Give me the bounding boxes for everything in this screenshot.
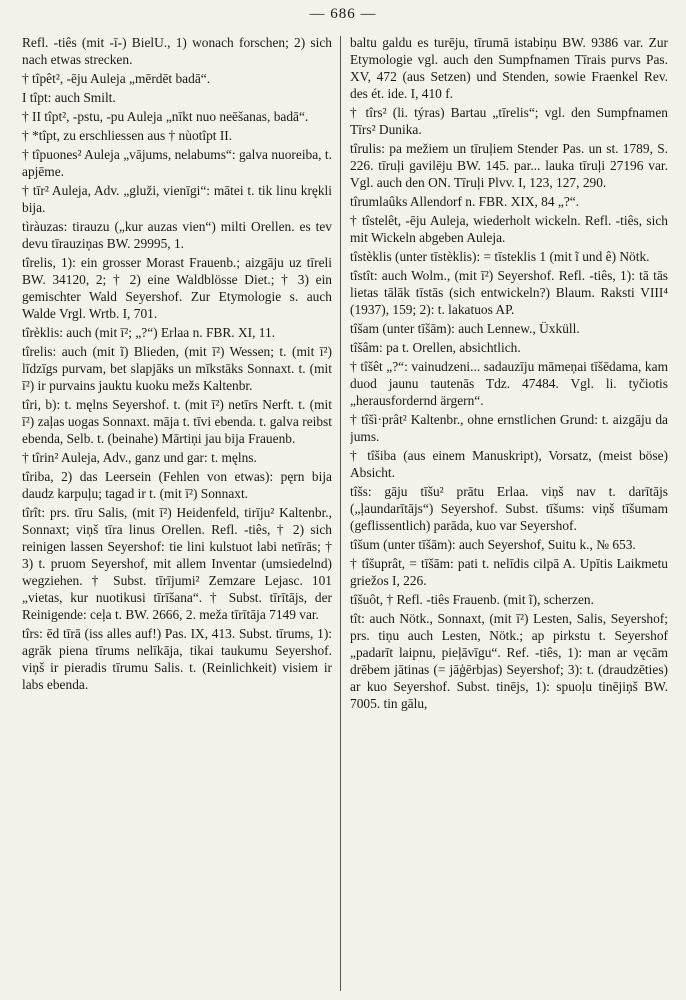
dictionary-entry: † tîšiba (aus einem Manuskript), Vorsatz, (meist böse) Absicht. <box>350 448 668 480</box>
left-column <box>22 34 332 994</box>
dictionary-entry: tìràuzas: tirauzu („kur auzas vien“) milti Orellen. es tev devu tīrauziņas BW. 29995, 1. <box>22 219 332 251</box>
dictionary-entry: † tîšuprât, = tīšām: pati t. nelīdis cilpā A. Upītis Laikmetu griežos I, 226. <box>350 556 668 588</box>
dictionary-entry: tîšuôt, † Refl. -tiês Frauenb. (mit ĩ), scherzen. <box>350 592 594 607</box>
dictionary-entry: † tîšì·prât² Kaltenbr., ohne ernstlichen Grund: t. aizgāju da jums. <box>350 412 668 444</box>
dictionary-entry: † tîšêt „?“: vainudzeni... sadauzīju māmeņai tīšēdama, kam duod jaunu tautenās Tdz. 47484. Vgl. li. tyčiotis „herausfordernd ärgern“. <box>350 359 668 408</box>
dictionary-entry: baltu galdu es turēju, tīrumā istabiņu BW. 9386 var. Zur Etymologie vgl. auch den Sumpfnamen Tīrais purvs Pas. XV, 472 (aus Setzen) und Stenden, sowie Fraenkel Rev. des ét. ide. I, 410 f. <box>350 35 668 101</box>
dictionary-entry: tîrulis: pa mežiem un tīruļiem Stender Pas. un st. 1789, S. 226. tīruļi gavilēju BW. 145. par... lauka tīruļi 27196 var. Vgl. auch den ON. Tīruļi Plvv. I, 123, 127, 290. <box>350 141 668 190</box>
dictionary-entry: † tîstelêt, -ēju Auleja, wiederholt wickeln. Refl. -tiês, sich mit Wickeln abgeben Auleja. <box>350 213 668 245</box>
dictionary-entry: tîšam (unter tīšām): auch Lennew., Üxküll. <box>350 321 580 336</box>
dictionary-entry: tîrît: prs. tīru Salis, (mit ī²) Heidenfeld, tirīju² Kaltenbr., Sonnaxt; viņš tīra linus Orellen. Refl. -tiês, † 2) sich reinigen lassen Seyershof: tie lini kulstuot labi netīrās; † 3) t. pruom Seyershof, mit allem Inventar (umsiedelnd) wegziehen. † Subst. tīrījumi² Zemzare Lejasc. 101 „vietas, kur nuotikusi tīrīšana“. † Subst. tīrītājs, der Reinigende: ceļa t. BW. 2666, 2. meža tīrītāja 7149 var. <box>22 505 332 622</box>
dictionary-entry: tîstèklis (unter tīstèklis): = tīsteklis 1 (mit ĩ und ê) Nötk. <box>350 249 650 264</box>
dictionary-entry: tît: auch Nötk., Sonnaxt, (mit ī²) Lesten, Salis, Seyershof; prs. tiņu auch Lesten, Nötk.; ap pirkstu t. Seyershof „padarīt laipnu, pieļāvīgu“. Ref. -tiês, 1): man ar vęcām drēbem jātinas (= jāģērbjas) Seyershof; 3): t. (draudzēties) ar kuo Seyershof. Subst. tinējs, 1): spuoļu tinējiņš BW. 7005. tin gālu, <box>350 611 668 711</box>
dictionary-entry: tîrumlaûks Allendorf n. FBR. XIX, 84 „?“. <box>350 194 580 209</box>
dictionary-entry: tîri, b): t. męlns Seyershof. t. (mit ī²) netīrs Nerft. t. (mit ī²) zaļas uogas Sonnaxt. māja t. tīvi ebenda. t. galva reibst ebenda, Selb. t. (beinahe) Mārtiņi jau bija Frauenb. <box>22 397 332 446</box>
dictionary-entry: † tîrin² Auleja, Adv., ganz und gar: t. męlns. <box>22 450 257 465</box>
dictionary-entry: I tîpt: auch Smilt. <box>22 90 116 105</box>
dictionary-entry: tîriba, 2) das Leersein (Fehlen von etwas): pęrn bija daudz karpuļu; tagad ir t. (mit ī²) Sonnaxt. <box>22 469 332 501</box>
dictionary-entry: tîrs: ēd tīrā (iss alles auf!) Pas. IX, 413. Subst. tīrums, 1): agrāk piena tīrums nelīkāja, tikai taukumu Seyershof. viņš ir pieradis tīrumu Salis. t. (Reinlichkeit) visiem ir labs ebenda. <box>22 626 332 692</box>
dictionary-entry: Refl. -tiês (mit -ī-) BielU., 1) wonach forschen; 2) sich nach etwas strecken. <box>22 35 332 67</box>
dictionary-entry: tîšum (unter tīšām): auch Seyershof, Suitu k., № 653. <box>350 537 636 552</box>
dictionary-entry: tîrelis: auch (mit ĩ) Blieden, (mit ī²) Wessen; t. (mit ī²) līdzīgs purvam, bet slapjāks un mīkstāks Sonnaxt. t. (mit ī²) ir purvains jauktu kuoku mežs Kaltenbr. <box>22 344 332 393</box>
dictionary-entry: † tîrs² (li. týras) Bartau „tīrelis“; vgl. den Sumpfnamen Tīrs² Dunika. <box>350 105 668 137</box>
dictionary-entry: tîrelis, 1): ein grosser Morast Frauenb.; aizgāju uz tīreli BW. 34120, 2; † 2) eine Waldblösse Diet.; † 3) ein gemischter Wald Seyershof. Zur Etymologie s. auch Walde Vrgl. Wrtb. I, 701. <box>22 255 332 321</box>
dictionary-entry: † tîpuones² Auleja „vājums, nelabums“: galva nuoreiba, t. apjēme. <box>22 147 332 179</box>
dictionary-entry: tîstît: auch Wolm., (mit ī²) Seyershof. Refl. -tiês, 1): tā tās lietas tālāk tīstās (sich entwickeln?) Blaum. Raksti VIII⁴ (1937), 159; 2): t. lakatuos AP. <box>350 268 668 317</box>
dictionary-entry: † *tîpt, zu erschliessen aus † nùotîpt II. <box>22 128 233 143</box>
dictionary-entry: † tîpêt², -ēju Auleja „mērdēt badā“. <box>22 71 211 86</box>
column-divider <box>340 36 341 991</box>
dictionary-entry: † II tîpt², -pstu, -pu Auleja „nīkt nuo neēšanas, badā“. <box>22 109 309 124</box>
dictionary-entry: † tīr² Auleja, Adv. „gluži, vienīgi“: mātei t. tik linu krękli bija. <box>22 183 332 215</box>
page-header: — 686 — <box>309 6 377 22</box>
dictionary-entry: tîšs: gāju tīšu² prātu Erlaa. viņš nav t. darītājs („ļaundarītājs“) Seyershof. Subst. tīšums: viņš tīšumam (geflissentlich) parāda, kuo var Seyershof. <box>350 484 668 533</box>
right-column <box>350 34 668 994</box>
dictionary-entry: tîšâm: pa t. Orellen, absichtlich. <box>350 340 521 355</box>
dictionary-entry: tîrèklis: auch (mit ī²; „?“) Erlaa n. FBR. XI, 11. <box>22 325 276 340</box>
